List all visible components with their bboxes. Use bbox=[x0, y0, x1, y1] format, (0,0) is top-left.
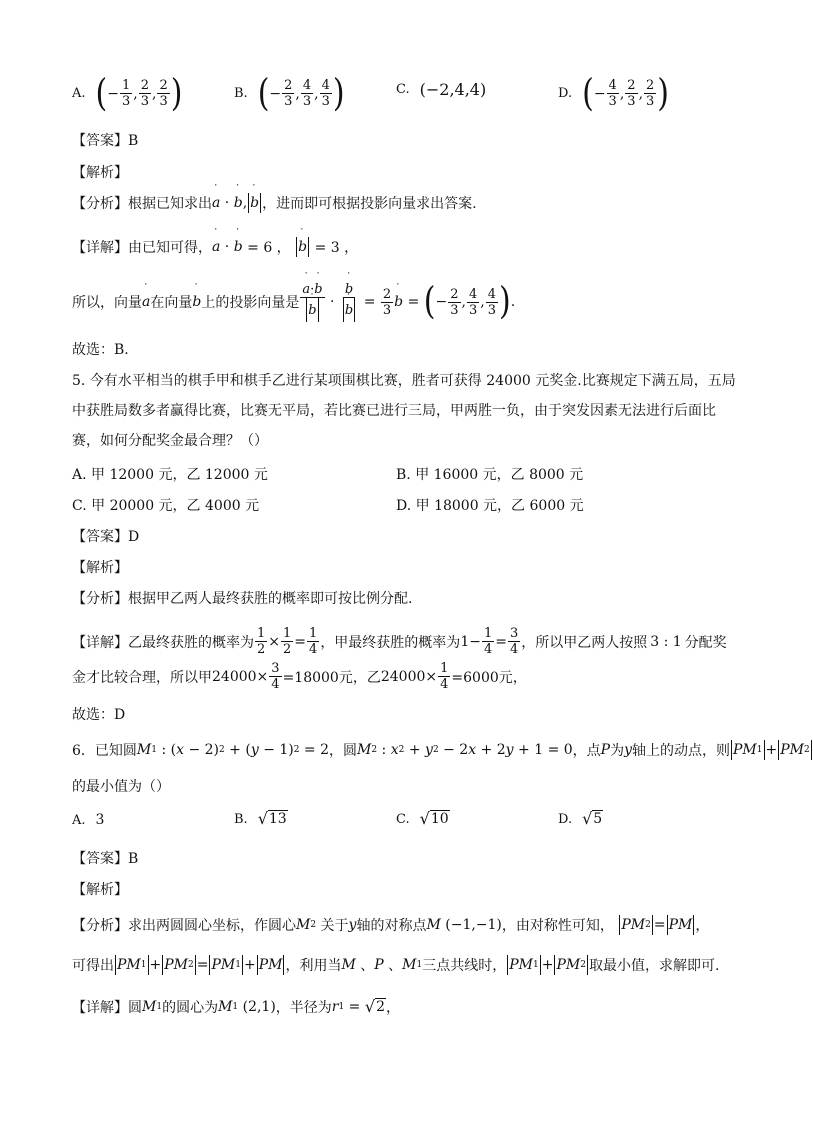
q4-option-c bbox=[396, 80, 486, 99]
q6-option-d: D. √ 5 bbox=[558, 809, 603, 828]
detail-line2-3: =6000元， bbox=[451, 669, 527, 686]
q6-answer: 【答案】B bbox=[72, 851, 139, 867]
analysis-line2-2: ，利用当 bbox=[285, 958, 342, 974]
q4-projection: 所以，向量 ˙ a 在向量 ˙ b 上的投影向量是 ˙ a·˙ b ˙ b · ˙ b ˙ b = $\frac{2}{3}$ ˙ b = ( − $\frac{2}{3}$ , $\frac{4}{3}$ , $\frac{4}{3}$ ) . bbox=[72, 282, 515, 322]
analysis-line2-3: 三点共线时， bbox=[422, 958, 507, 974]
stem-3: ，点 bbox=[572, 743, 601, 759]
option-c-value: (−2,4,4) bbox=[419, 80, 487, 99]
stem-5: 轴上的动点，则 bbox=[632, 743, 731, 759]
stem-2: ，圆 bbox=[329, 743, 358, 759]
analysis-tag: 【分析】 bbox=[72, 918, 128, 934]
detail-1: 圆 bbox=[128, 1000, 142, 1016]
q5-detail-line1: 【详解】 乙最终获胜的概率为 $\frac{1}{2}$ × $\frac{1}{2}$ = $\frac{1}{4}$ ，甲最终获胜的概率为 1− $\frac{1}{4}$ = $\frac{3}{4}$ ，所以甲乙两人按照 3 : 1 分配奖 bbox=[72, 626, 727, 657]
q5-option-b: B. 甲 16000 元，乙 8000 元 bbox=[396, 467, 584, 483]
option-d-value: 5 bbox=[593, 811, 603, 827]
option-b-label: B. bbox=[234, 811, 248, 827]
proj-text-1: 所以，向量 bbox=[72, 295, 142, 311]
detail-text: 由已知可得， bbox=[128, 240, 212, 256]
analysis-line2-4: 取最小值，求解即可. bbox=[588, 958, 720, 974]
proj-text-2: 在向量 bbox=[150, 295, 193, 311]
q6-analysis-line1: 【分析】 求出两圆圆心坐标，作圆心 M 2 关于 y 轴的对称点 M (−1,−1) ，由对称性可知， PM 2 = PM ， bbox=[72, 917, 710, 934]
q5-analysis: 【分析】根据甲乙两人最终获胜的概率即可按比例分配. bbox=[72, 591, 413, 607]
proj-text-3: 上的投影向量是 bbox=[201, 295, 300, 311]
option-c-label: C. bbox=[396, 811, 410, 827]
detail-line2-1: 金才比较合理，所以甲 bbox=[72, 669, 212, 686]
q4-option-a: A. ( − $\frac{1}{3}$ , $\frac{2}{3}$ , $\frac{2}{3}$ ) bbox=[72, 71, 183, 115]
stem-1: 6．已知圆 bbox=[72, 743, 137, 759]
detail-line2-2: =18000元，乙 bbox=[282, 669, 381, 686]
option-d-label: D. bbox=[558, 86, 573, 101]
q6-detail: 【详解】 圆 M 1 的圆心为 M 1 (2,1) ，半径为 r 1 = √ 2 ， bbox=[72, 997, 400, 1016]
analysis-4: ，由对称性可知， bbox=[501, 918, 614, 934]
q5-conclusion: 故选：D bbox=[72, 707, 126, 723]
option-d-label: D. bbox=[558, 811, 573, 827]
detail-text-3: ，所以甲乙两人按照 bbox=[521, 634, 648, 651]
q5-stem-line2: 中获胜局数多者赢得比赛，比赛无平局，若比赛已进行三局，甲两胜一负，由于突发因素无法进行后面比 bbox=[72, 403, 716, 419]
detail-text-1: 乙最终获胜的概率为 bbox=[128, 634, 254, 651]
q4-detail: 【详解】 由已知可得， ˙ a · ˙ b = 6 ， ˙ b = 3 ， bbox=[72, 237, 358, 257]
q4-analysis-title: 【解析】 bbox=[72, 165, 128, 181]
option-b-value: 13 bbox=[268, 811, 287, 827]
q4-answer: 【答案】B bbox=[72, 133, 139, 149]
analysis-3: 轴的对称点 bbox=[356, 918, 427, 934]
detail-text-4: 分配奖 bbox=[684, 634, 727, 651]
stem-4: 为 bbox=[610, 743, 625, 759]
q6-option-c: C. √ 10 bbox=[396, 809, 449, 828]
detail-3: ，半径为 bbox=[275, 1000, 332, 1016]
detail-2: 的圆心为 bbox=[162, 1000, 219, 1016]
q5-stem-line1: 5. 今有水平相当的棋手甲和棋手乙进行某项围棋比赛，胜者可获得 24000 元奖金.比赛规定下满五局，五局 bbox=[72, 373, 736, 389]
q4-analysis: 【分析】 根据已知求出 ˙ a · ˙ b , ˙ b ，进而即可根据投影向量求出答案. bbox=[72, 193, 477, 213]
analysis-tag: 【分析】 bbox=[72, 196, 128, 212]
q5-option-c: C. 甲 20000 元，乙 4000 元 bbox=[72, 498, 260, 514]
option-a-label: A. bbox=[72, 86, 86, 101]
q5-analysis-title: 【解析】 bbox=[72, 560, 128, 576]
detail-ratio: 3 : 1 bbox=[650, 633, 682, 650]
analysis-line2-1: 可得出 bbox=[72, 958, 114, 974]
option-c-value: 10 bbox=[430, 811, 449, 827]
analysis-2: 关于 bbox=[320, 918, 349, 934]
q4-conclusion: 故选：B. bbox=[72, 342, 129, 358]
analysis-text: 根据已知求出 bbox=[128, 196, 212, 212]
detail-eq2: = 3 ， bbox=[314, 240, 359, 256]
option-a-value: 3 bbox=[95, 812, 105, 828]
q5-option-a: A. 甲 12000 元，乙 12000 元 bbox=[72, 467, 268, 483]
q4-option-d: D. ( − $\frac{4}{3}$ , $\frac{2}{3}$ , $\frac{2}{3}$ ) bbox=[558, 71, 670, 115]
detail-tag: 【详解】 bbox=[72, 634, 128, 651]
q6-option-b: B. √ 13 bbox=[234, 809, 287, 828]
detail-tag: 【详解】 bbox=[72, 240, 128, 256]
analysis-1: 求出两圆圆心坐标，作圆心 bbox=[128, 918, 296, 934]
option-b-label: B. bbox=[234, 86, 248, 101]
q5-answer: 【答案】D bbox=[72, 529, 140, 545]
q4-option-b: B. ( − $\frac{2}{3}$ , $\frac{4}{3}$ , $\frac{4}{3}$ ) bbox=[234, 71, 345, 115]
q6-stem-line1: 6．已知圆 M 1 : ( x − 2) 2 + ( y − 1) 2 = 2 ，圆 M 2 : x 2 + y 2 − 2 x + 2 y + 1 = 0 ，点 P 为 y 轴上的动点，则 PM 1 + PM 2 bbox=[72, 742, 810, 759]
q6-analysis-title: 【解析】 bbox=[72, 882, 128, 898]
q5-detail-line2: 金才比较合理，所以甲 24000× $\frac{3}{4}$ =18000元，乙 24000× $\frac{1}{4}$ =6000元， bbox=[72, 661, 527, 692]
q5-option-d: D. 甲 18000 元，乙 6000 元 bbox=[396, 498, 584, 514]
option-c-label: C. bbox=[396, 82, 410, 97]
analysis-text-2: ，进而即可根据投影向量求出答案. bbox=[262, 196, 477, 212]
option-a-label: A. bbox=[72, 812, 86, 828]
q6-option-a bbox=[72, 812, 104, 828]
detail-text-2: ，甲最终获胜的概率为 bbox=[320, 634, 461, 651]
q6-analysis-line2: 可得出 PM 1 + PM 2 = PM 1 + PM ，利用当 M 、 P 、 M 1 三点共线时， PM 1 + PM 2 取最小值，求解即可. bbox=[72, 957, 720, 974]
detail-tag: 【详解】 bbox=[72, 1000, 128, 1016]
q5-stem-line3: 赛，如何分配奖金最合理？（） bbox=[72, 433, 268, 449]
q6-stem-line2: 的最小值为（） bbox=[72, 779, 170, 795]
detail-eq1: = 6 ， bbox=[247, 240, 291, 256]
